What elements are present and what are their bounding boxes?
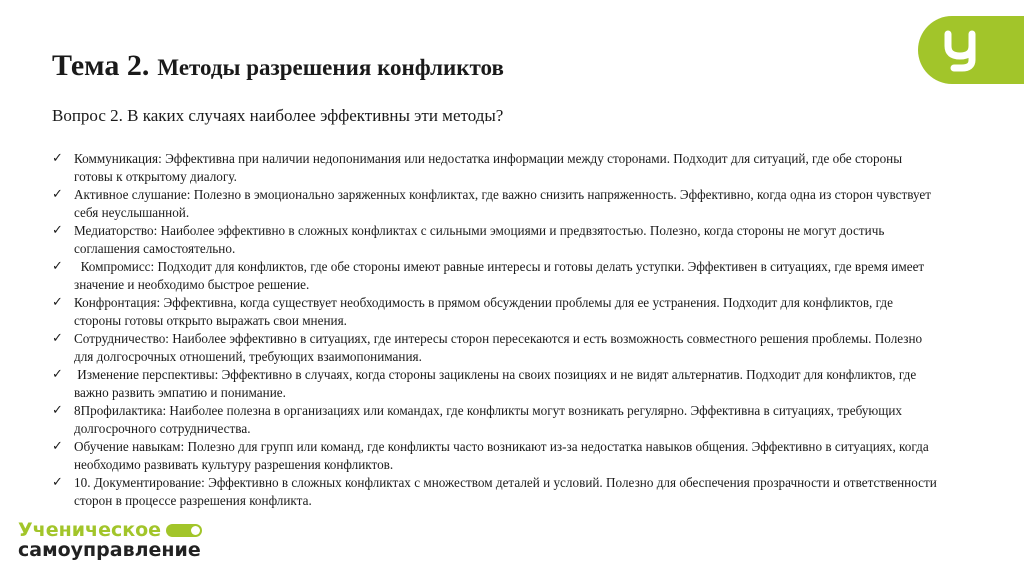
letter-u-logo-icon bbox=[940, 30, 980, 72]
item-text: 8Профилактика: Наиболее полезна в организациях или командах, где конфликты могут возникать регулярно. Эффективна в ситуациях, требующих долгосрочного сотрудничества. bbox=[74, 403, 903, 436]
item-text: 10. Документирование: Эффективно в сложных конфликтах с множеством деталей и условий. Полезно для обеспечения прозрачности и ответственности сторон в процессе разрешения конфликта. bbox=[74, 475, 937, 508]
brand-line1: Ученическое bbox=[18, 519, 162, 541]
list-item bbox=[52, 366, 942, 402]
check-icon: ✓ bbox=[52, 403, 63, 418]
list-item bbox=[52, 258, 942, 294]
check-icon: ✓ bbox=[52, 295, 63, 310]
question-heading: Вопрос 2. В каких случаях наиболее эффективны эти методы? bbox=[52, 106, 504, 125]
brand-logo bbox=[18, 520, 202, 560]
list-item bbox=[52, 186, 942, 222]
toggle-icon bbox=[166, 524, 202, 537]
item-text: Компромисс: Подходит для конфликтов, где обе стороны имеют равные интересы и готовы делать уступки. Эффективен в ситуациях, где время имеет значение и необходимо быстрое решение. bbox=[74, 259, 928, 292]
item-text: Активное слушание: Полезно в эмоционально заряженных конфликтах, где важно снизить напряженность. Эффективно, когда одна из сторон чувствует себя неуслышанной. bbox=[74, 187, 932, 220]
item-text: Обучение навыкам: Полезно для групп или команд, где конфликты часто возникают из-за недостатка навыков общения. Эффективно в ситуациях, когда необходимо развивать культуру разрешения конфликтов. bbox=[74, 439, 929, 472]
title-main: Тема 2. bbox=[52, 49, 150, 82]
check-icon: ✓ bbox=[52, 187, 63, 202]
item-text: Сотрудничество: Наиболее эффективно в ситуациях, где интересы сторон пересекаются и есть возможность совместного решения проблемы. Полезно для долгосрочных отношений, требующих взаимопонимания. bbox=[74, 331, 923, 364]
item-text: Медиаторство: Наиболее эффективно в сложных конфликтах с сильными эмоциями и предвзятостью. Полезно, когда стороны не могут достичь соглашения самостоятельно. bbox=[74, 223, 885, 256]
check-icon: ✓ bbox=[52, 475, 63, 490]
page-title bbox=[52, 46, 504, 83]
list-item bbox=[52, 330, 942, 366]
brand-line2: самоуправление bbox=[18, 539, 201, 561]
item-text: Изменение перспективы: Эффективно в случаях, когда стороны зациклены на своих позициях и не видят альтернатив. Подходит для конфликтов, где важно развить эмпатию и понимание. bbox=[74, 367, 920, 400]
check-icon: ✓ bbox=[52, 259, 63, 274]
list-item bbox=[52, 222, 942, 258]
list-item bbox=[52, 402, 942, 438]
check-icon: ✓ bbox=[52, 439, 63, 454]
item-text: Коммуникация: Эффективна при наличии недопонимания или недостатка информации между сторонами. Подходит для ситуаций, где обе стороны готовы к открытому диалогу. bbox=[74, 151, 903, 184]
check-icon: ✓ bbox=[52, 151, 63, 166]
list-item bbox=[52, 438, 942, 474]
check-icon: ✓ bbox=[52, 367, 63, 382]
methods-list bbox=[52, 150, 942, 510]
title-sub: Методы разрешения конфликтов bbox=[157, 55, 504, 80]
check-icon: ✓ bbox=[52, 331, 63, 346]
item-text: Конфронтация: Эффективна, когда существует необходимость в прямом обсуждении проблемы для ее устранения. Подходит для конфликтов, где стороны готовы открыто выражать свои мнения. bbox=[74, 295, 893, 328]
list-item bbox=[52, 294, 942, 330]
logo-badge bbox=[918, 16, 1024, 84]
check-icon: ✓ bbox=[52, 223, 63, 238]
list-item bbox=[52, 150, 942, 186]
list-item bbox=[52, 474, 942, 510]
